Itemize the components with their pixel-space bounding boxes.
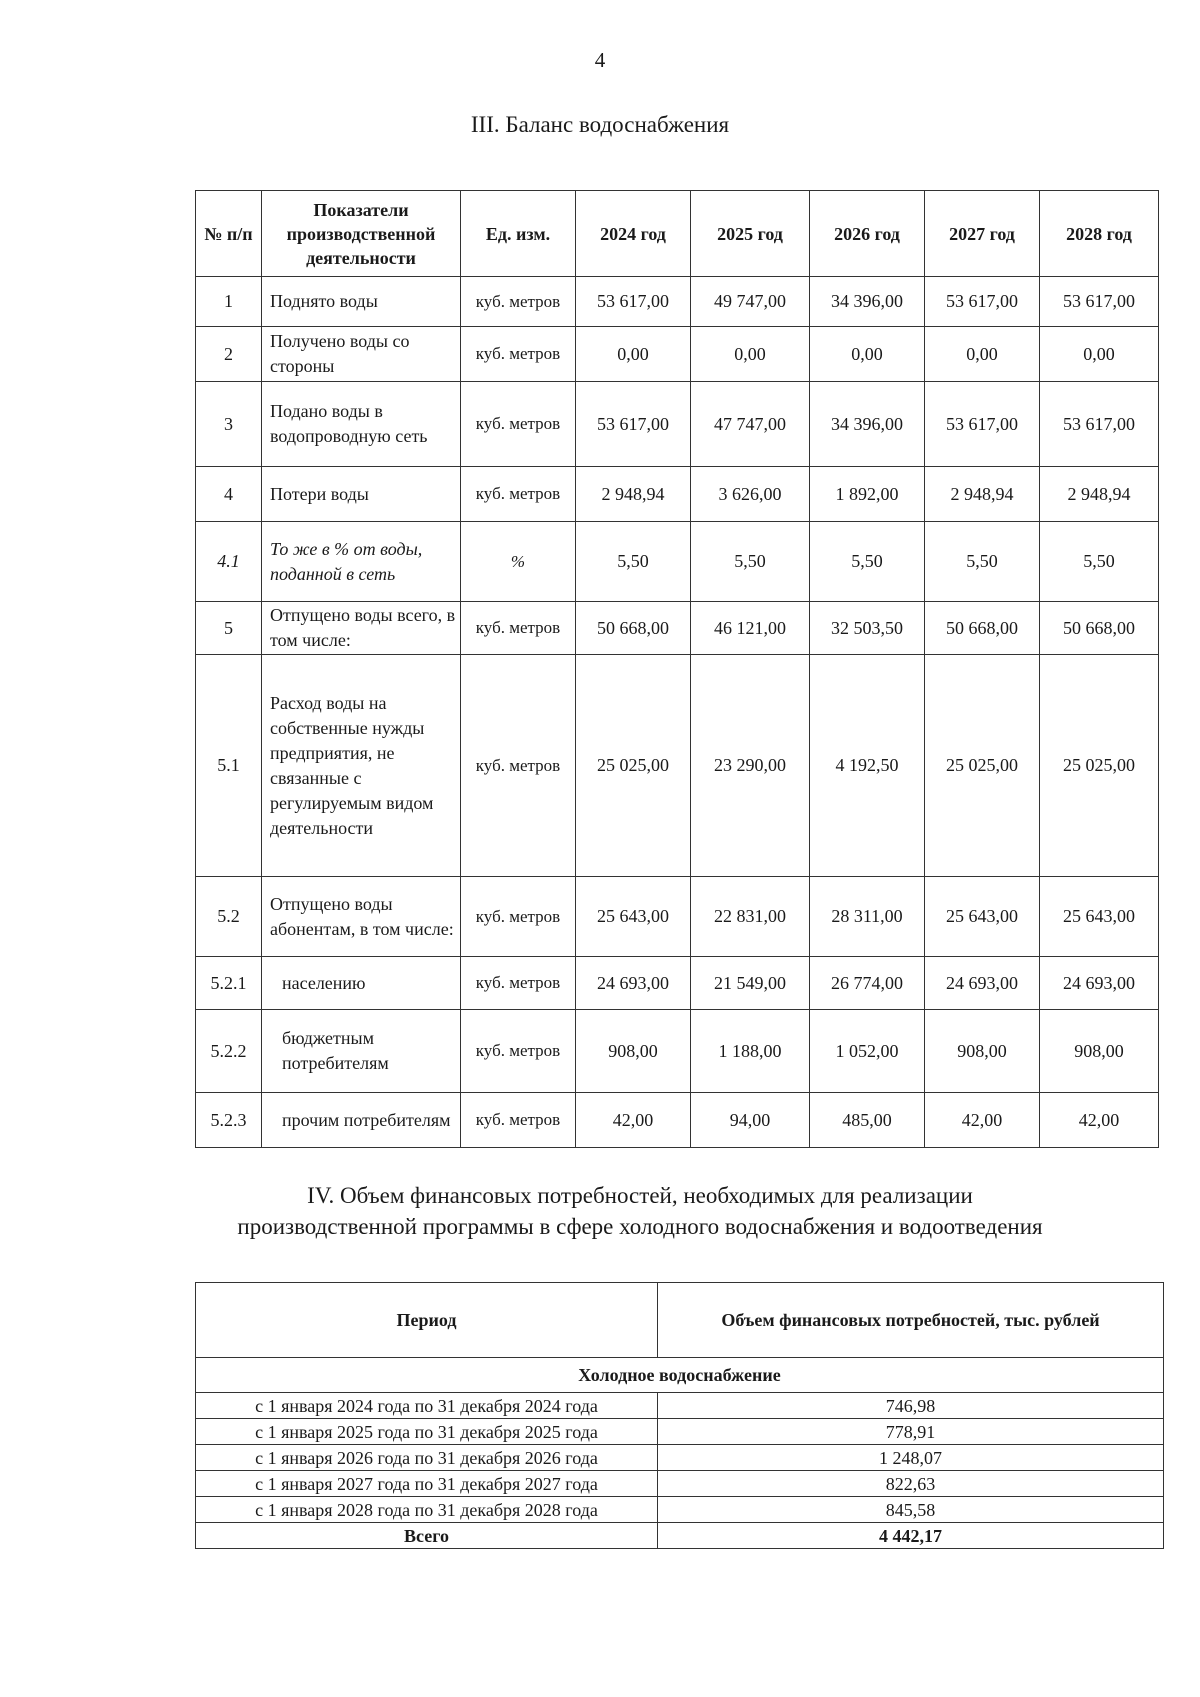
row-num: 4.1 <box>196 522 262 602</box>
cell-value: 24 693,00 <box>925 957 1040 1010</box>
header-year-2027: 2027 год <box>925 191 1040 277</box>
cell-value: 94,00 <box>691 1093 810 1148</box>
table-row <box>196 1010 1159 1093</box>
cell-value: 28 311,00 <box>810 877 925 957</box>
cell-value: 5,50 <box>925 522 1040 602</box>
cell-value: 25 025,00 <box>576 655 691 877</box>
cell-value: 485,00 <box>810 1093 925 1148</box>
amount-cell: 746,98 <box>658 1393 1164 1419</box>
header-year-2028: 2028 год <box>1040 191 1159 277</box>
cell-value: 25 643,00 <box>925 877 1040 957</box>
row-unit: % <box>461 522 576 602</box>
table-header-row <box>196 1283 1164 1358</box>
cell-value: 23 290,00 <box>691 655 810 877</box>
table-row <box>196 655 1159 877</box>
cell-value: 3 626,00 <box>691 467 810 522</box>
row-num: 5.2.3 <box>196 1093 262 1148</box>
row-num: 5.2 <box>196 877 262 957</box>
cell-value: 2 948,94 <box>576 467 691 522</box>
row-name: прочим потребителям <box>262 1093 461 1148</box>
table-row <box>196 327 1159 382</box>
cell-value: 908,00 <box>925 1010 1040 1093</box>
header-unit: Ед. изм. <box>461 191 576 277</box>
cell-value: 25 643,00 <box>1040 877 1159 957</box>
period-cell: с 1 января 2028 года по 31 декабря 2028 года <box>196 1497 658 1523</box>
row-name: бюджетным потребителям <box>262 1010 461 1093</box>
row-unit: куб. метров <box>461 277 576 327</box>
cell-value: 22 831,00 <box>691 877 810 957</box>
cell-value: 2 948,94 <box>925 467 1040 522</box>
cell-value: 24 693,00 <box>576 957 691 1010</box>
cell-value: 25 025,00 <box>1040 655 1159 877</box>
cell-value: 908,00 <box>576 1010 691 1093</box>
cell-value: 1 892,00 <box>810 467 925 522</box>
cell-value: 2 948,94 <box>1040 467 1159 522</box>
row-unit: куб. метров <box>461 957 576 1010</box>
row-num: 5 <box>196 602 262 655</box>
cell-value: 5,50 <box>1040 522 1159 602</box>
amount-cell: 1 248,07 <box>658 1445 1164 1471</box>
group-row <box>196 1358 1164 1393</box>
section-title-balance: III. Баланс водоснабжения <box>470 112 730 137</box>
table-row <box>196 467 1159 522</box>
period-cell: с 1 января 2026 года по 31 декабря 2026 года <box>196 1445 658 1471</box>
row-name: Получено воды со стороны <box>262 327 461 382</box>
total-amount: 4 442,17 <box>658 1523 1164 1549</box>
amount-cell: 822,63 <box>658 1471 1164 1497</box>
group-label: Холодное водоснабжение <box>196 1358 1164 1393</box>
row-name: Отпущено воды абонентам, в том числе: <box>262 877 461 957</box>
cell-value: 1 188,00 <box>691 1010 810 1093</box>
cell-value: 53 617,00 <box>925 382 1040 467</box>
cell-value: 50 668,00 <box>1040 602 1159 655</box>
page-number: 4 <box>594 48 606 72</box>
row-unit: куб. метров <box>461 1093 576 1148</box>
cell-value: 26 774,00 <box>810 957 925 1010</box>
row-unit: куб. метров <box>461 655 576 877</box>
header-year-2025: 2025 год <box>691 191 810 277</box>
water-balance-table <box>195 190 1159 1148</box>
cell-value: 34 396,00 <box>810 382 925 467</box>
row-name: То же в % от воды, поданной в сеть <box>262 522 461 602</box>
cell-value: 5,50 <box>576 522 691 602</box>
table-row <box>196 602 1159 655</box>
header-amount: Объем финансовых потребностей, тыс. рублей <box>658 1283 1164 1358</box>
row-num: 4 <box>196 467 262 522</box>
row-name: Подано воды в водопроводную сеть <box>262 382 461 467</box>
cell-value: 47 747,00 <box>691 382 810 467</box>
cell-value: 53 617,00 <box>1040 382 1159 467</box>
finance-needs-table <box>195 1282 1164 1549</box>
header-year-2024: 2024 год <box>576 191 691 277</box>
cell-value: 50 668,00 <box>925 602 1040 655</box>
row-unit: куб. метров <box>461 382 576 467</box>
table-row <box>196 1393 1164 1419</box>
cell-value: 32 503,50 <box>810 602 925 655</box>
row-num: 2 <box>196 327 262 382</box>
cell-value: 42,00 <box>925 1093 1040 1148</box>
cell-value: 50 668,00 <box>576 602 691 655</box>
cell-value: 21 549,00 <box>691 957 810 1010</box>
cell-value: 34 396,00 <box>810 277 925 327</box>
table-row <box>196 1419 1164 1445</box>
row-name: Отпущено воды всего, в том числе: <box>262 602 461 655</box>
row-num: 3 <box>196 382 262 467</box>
cell-value: 42,00 <box>576 1093 691 1148</box>
table-row <box>196 877 1159 957</box>
row-unit: куб. метров <box>461 327 576 382</box>
cell-value: 46 121,00 <box>691 602 810 655</box>
table-header-row <box>196 191 1159 277</box>
table-row <box>196 1093 1159 1148</box>
cell-value: 0,00 <box>925 327 1040 382</box>
table-row <box>196 957 1159 1010</box>
section-title-finance <box>150 1180 1130 1242</box>
row-name: населению <box>262 957 461 1010</box>
row-unit: куб. метров <box>461 467 576 522</box>
period-cell: с 1 января 2027 года по 31 декабря 2027 года <box>196 1471 658 1497</box>
period-cell: с 1 января 2024 года по 31 декабря 2024 года <box>196 1393 658 1419</box>
table-row <box>196 1497 1164 1523</box>
cell-value: 24 693,00 <box>1040 957 1159 1010</box>
row-name: Потери воды <box>262 467 461 522</box>
row-name: Поднято воды <box>262 277 461 327</box>
cell-value: 0,00 <box>810 327 925 382</box>
cell-value: 5,50 <box>691 522 810 602</box>
table-row <box>196 1445 1164 1471</box>
section-title-finance-line2: производственной программы в сфере холодного водоснабжения и водоотведения <box>237 1214 1043 1239</box>
cell-value: 49 747,00 <box>691 277 810 327</box>
cell-value: 0,00 <box>1040 327 1159 382</box>
cell-value: 0,00 <box>576 327 691 382</box>
cell-value: 25 025,00 <box>925 655 1040 877</box>
row-num: 1 <box>196 277 262 327</box>
row-unit: куб. метров <box>461 1010 576 1093</box>
header-period: Период <box>196 1283 658 1358</box>
header-num: № п/п <box>196 191 262 277</box>
table-row <box>196 277 1159 327</box>
amount-cell: 845,58 <box>658 1497 1164 1523</box>
total-row <box>196 1523 1164 1549</box>
cell-value: 5,50 <box>810 522 925 602</box>
cell-value: 53 617,00 <box>925 277 1040 327</box>
cell-value: 908,00 <box>1040 1010 1159 1093</box>
row-num: 5.2.1 <box>196 957 262 1010</box>
cell-value: 53 617,00 <box>576 382 691 467</box>
period-cell: с 1 января 2025 года по 31 декабря 2025 года <box>196 1419 658 1445</box>
amount-cell: 778,91 <box>658 1419 1164 1445</box>
row-num: 5.2.2 <box>196 1010 262 1093</box>
total-label: Всего <box>196 1523 658 1549</box>
cell-value: 42,00 <box>1040 1093 1159 1148</box>
row-unit: куб. метров <box>461 877 576 957</box>
table-row <box>196 1471 1164 1497</box>
section-title-finance-line1: IV. Объем финансовых потребностей, необходимых для реализации <box>307 1183 973 1208</box>
cell-value: 0,00 <box>691 327 810 382</box>
row-name: Расход воды на собственные нужды предприятия, не связанные с регулируемым видом деятельности <box>262 655 461 877</box>
cell-value: 53 617,00 <box>576 277 691 327</box>
cell-value: 53 617,00 <box>1040 277 1159 327</box>
header-year-2026: 2026 год <box>810 191 925 277</box>
table-row <box>196 522 1159 602</box>
cell-value: 25 643,00 <box>576 877 691 957</box>
table-row <box>196 382 1159 467</box>
cell-value: 1 052,00 <box>810 1010 925 1093</box>
row-unit: куб. метров <box>461 602 576 655</box>
header-indicator: Показатели производственной деятельности <box>262 191 461 277</box>
cell-value: 4 192,50 <box>810 655 925 877</box>
row-num: 5.1 <box>196 655 262 877</box>
